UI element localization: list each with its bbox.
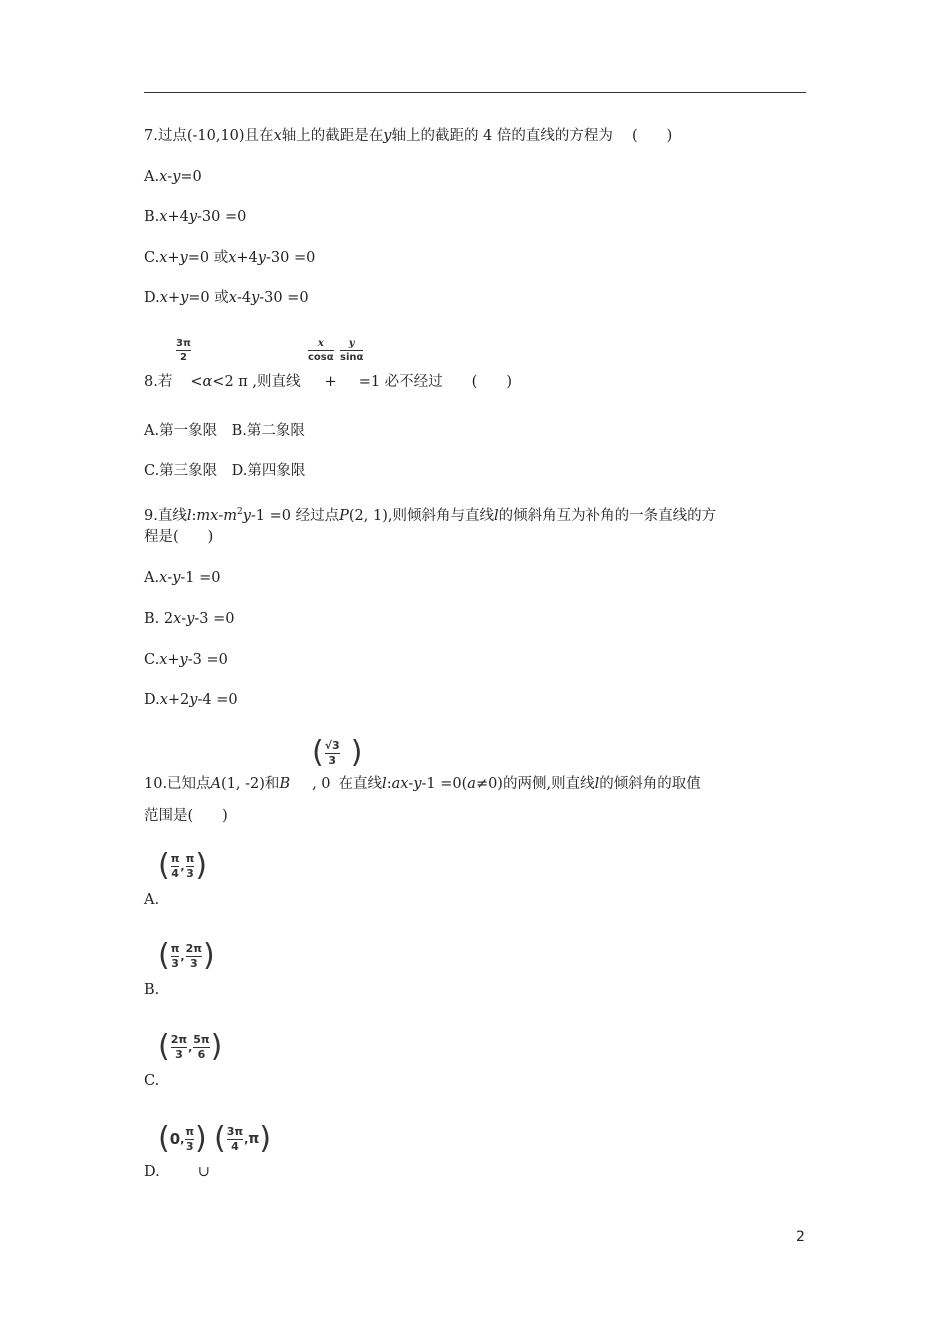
- q7-option-c: [144, 248, 315, 268]
- fraction-denominator: 4: [171, 866, 179, 880]
- math-var: y: [251, 290, 260, 306]
- math-var: mx: [196, 507, 219, 524]
- q8-stem: [144, 372, 512, 392]
- fraction-numerator: 3π: [176, 338, 191, 349]
- math-var: y: [186, 611, 195, 627]
- q7-option-b: [144, 207, 246, 227]
- fraction-denominator: 6: [197, 1047, 206, 1061]
- fraction-numerator: y: [348, 338, 355, 349]
- fraction-numerator: √3: [324, 738, 340, 752]
- option-label: A.: [144, 169, 160, 185]
- math-var: l: [186, 507, 192, 524]
- math-op: +: [167, 250, 180, 266]
- fraction-numerator: π: [185, 1124, 195, 1138]
- math-op: +4: [167, 209, 189, 225]
- math-var: m: [223, 507, 237, 524]
- fraction-numerator: π: [170, 851, 180, 865]
- option-label: B. 2: [144, 611, 174, 627]
- q10-option-a-label: A.: [144, 892, 160, 908]
- q10-option-b-interval: ( π 3 , 2π 3 ): [158, 938, 215, 973]
- math-op: +2: [167, 692, 190, 708]
- fraction-numerator: 2π: [185, 941, 202, 955]
- math-rest: -3 =0: [194, 611, 235, 627]
- q7-stem-text: 轴上的截距是在: [281, 128, 384, 144]
- q9-stem-text: 的倾斜角互为补角的一条直线的方: [498, 507, 717, 524]
- math-var: y: [172, 169, 181, 185]
- q8-stem-text: =1 必不经过 ( ): [358, 374, 512, 390]
- math-var: a: [467, 776, 476, 792]
- option-label: D.: [144, 692, 160, 708]
- paren-right: ): [259, 1121, 272, 1156]
- math-op: +: [324, 374, 337, 390]
- math-op: +: [167, 652, 180, 668]
- math-var: P: [339, 507, 349, 524]
- header-rule: [144, 92, 806, 93]
- paren-left: (: [158, 848, 170, 883]
- q7-option-a: [144, 167, 202, 187]
- q7-var-y: y: [383, 128, 392, 144]
- math-rest: -30 =0: [259, 290, 309, 306]
- math-var: B: [279, 776, 291, 792]
- q10-option-c-label: C.: [144, 1073, 160, 1089]
- fraction: [185, 1126, 194, 1153]
- math-var: y: [413, 776, 422, 792]
- math-var: x: [159, 250, 168, 266]
- q9-option-c: [144, 650, 228, 670]
- q10-stem-text: (1, -2)和: [221, 776, 280, 792]
- paren-right: ): [195, 848, 208, 883]
- math-var: y: [172, 570, 181, 586]
- q9-option-b: [144, 609, 235, 629]
- fraction-denominator: 3: [171, 956, 179, 970]
- q10-option-d-interval-2: ( 3π 4 , π ): [214, 1121, 272, 1156]
- q10-option-a-interval: ( π 4 , π 3 ): [158, 848, 208, 883]
- math-op: -: [181, 611, 187, 627]
- fraction-denominator: cosα: [308, 352, 334, 363]
- math-op: :: [386, 776, 392, 792]
- q9-stem-text: -1 =0 经过点: [250, 507, 340, 524]
- q9-stem-text: (2, 1),则倾斜角与直线: [348, 507, 494, 524]
- option-label: C.: [144, 652, 160, 668]
- math-rest: -3 =0: [187, 652, 228, 668]
- paren-left: (: [214, 1121, 226, 1156]
- math-op: :: [191, 507, 197, 524]
- math-rest: -30 =0: [197, 209, 247, 225]
- option-label: C.: [144, 250, 160, 266]
- q10-stem-text: 在直线: [338, 776, 383, 792]
- math-rest: =0: [180, 169, 202, 185]
- math-rest: -30 =0: [265, 250, 316, 266]
- math-var: x: [228, 290, 237, 306]
- fraction-numerator: π: [170, 941, 180, 955]
- q9-stem-text: 9.直线: [144, 507, 187, 524]
- fraction-denominator: 3: [186, 866, 194, 880]
- math-var: α: [202, 374, 213, 390]
- math-op: -4: [236, 290, 252, 306]
- fraction-numerator: 3π: [226, 1124, 244, 1138]
- fraction-denominator: 3: [189, 956, 198, 970]
- math-var: y: [179, 250, 188, 266]
- math-var: y: [180, 290, 189, 306]
- math-op: -: [408, 776, 414, 792]
- math-op: +: [167, 290, 181, 306]
- math-op: -: [167, 169, 173, 185]
- option-label: D.: [144, 1164, 160, 1180]
- paren-left: (: [312, 735, 324, 770]
- math-var: l: [493, 507, 499, 524]
- q10-stem-line-2: 范围是( ): [144, 808, 228, 824]
- math-rest: -1 =0(: [421, 776, 468, 792]
- q10-option-d-label: [144, 1162, 210, 1182]
- interval-endpoint: 0: [169, 1130, 181, 1148]
- fraction-denominator: 4: [231, 1139, 239, 1153]
- math-rest: -1 =0: [180, 570, 221, 586]
- q8-stem-text: 8.若: [144, 374, 173, 390]
- math-var: y: [179, 652, 188, 668]
- q9-option-d: [144, 690, 238, 710]
- fraction: [171, 943, 180, 970]
- q8-options-row-1: A.第一象限 B.第二象限: [144, 423, 305, 439]
- paren-left: (: [158, 1121, 170, 1156]
- math-op: +4: [236, 250, 258, 266]
- option-label: B.: [144, 209, 160, 225]
- math-var: A: [210, 776, 222, 792]
- q7-stem-text: 7.过点(-10,10)且在: [144, 128, 274, 144]
- q10-option-b-label: B.: [144, 982, 160, 998]
- q7-stem-text: 轴上的截距的 4 倍的直线的方程为 ( ): [391, 128, 673, 144]
- fraction-numerator: x: [317, 338, 324, 349]
- fraction: [186, 943, 202, 970]
- math-var: x: [173, 611, 182, 627]
- fraction-denominator: 3: [328, 753, 337, 767]
- q10-option-c-interval: ( 2π 3 , 5π 6 ): [158, 1029, 223, 1064]
- fraction-numerator: π: [185, 851, 195, 865]
- paren-left: (: [158, 938, 170, 973]
- math-var: x: [159, 209, 168, 225]
- math-rest: , 0: [312, 776, 331, 792]
- math-rest: -4 =0: [197, 692, 238, 708]
- math-op: <: [190, 374, 203, 390]
- math-var: x: [159, 652, 168, 668]
- fraction: [227, 1126, 243, 1153]
- math-var: y: [242, 507, 251, 524]
- interval-endpoint: π: [248, 1131, 260, 1147]
- q10-fraction-sqrt3-over-3: [325, 740, 340, 767]
- math-var: l: [594, 776, 600, 792]
- union-symbol: ∪: [197, 1164, 210, 1180]
- paren-right: ): [195, 1121, 207, 1156]
- q7-option-d: [144, 288, 309, 308]
- option-label: D.: [144, 290, 160, 306]
- fraction-bar: [176, 350, 191, 351]
- q8-stem-text: <2 π ,则直线: [212, 374, 301, 390]
- fraction-denominator: 2: [179, 352, 187, 363]
- fraction: [193, 1034, 209, 1061]
- math-var: y: [188, 209, 198, 225]
- q9-stem-line-2: 程是( ): [144, 529, 214, 545]
- fraction-denominator: 3: [185, 1139, 194, 1153]
- q9-option-a: [144, 568, 221, 588]
- paren-left: (: [158, 1029, 170, 1064]
- math-var: x: [228, 250, 237, 266]
- fraction-numerator: 5π: [193, 1032, 210, 1046]
- q7-stem: [144, 126, 672, 146]
- math-rest: =0 或: [188, 290, 229, 306]
- q8-options-row-2: C.第三象限 D.第四象限: [144, 463, 306, 479]
- math-var: y: [257, 250, 266, 266]
- option-label: A.: [144, 570, 160, 586]
- math-op: -: [218, 507, 224, 524]
- page-number: 2: [796, 1229, 805, 1245]
- q8-fraction-y: [340, 338, 363, 363]
- math-var: x: [159, 169, 168, 185]
- q10-option-d-interval-1: ( 0 , π 3 ): [158, 1121, 207, 1156]
- q10-stem-text: ≠0)的两侧,则直线: [475, 776, 595, 792]
- paren-right: ): [202, 938, 215, 973]
- paren-right: ): [350, 735, 363, 770]
- q7-var-x: x: [273, 128, 282, 144]
- fraction-denominator: sinα: [340, 352, 364, 363]
- math-exponent: 2: [236, 507, 243, 517]
- q8-fraction-alpha-bound: [176, 338, 191, 363]
- paren-right: ): [210, 1029, 223, 1064]
- math-var: l: [382, 776, 387, 792]
- q9-stem-line-1: [144, 502, 716, 526]
- math-op: -: [167, 570, 173, 586]
- q8-fraction-x: [308, 338, 334, 363]
- math-var: y: [189, 692, 198, 708]
- fraction-bar: [308, 350, 334, 351]
- math-var: x: [159, 570, 168, 586]
- q10-point-b-coordinate: [312, 735, 363, 770]
- math-var: ax: [391, 776, 409, 792]
- q10-stem-text: 10.已知点: [144, 776, 211, 792]
- fraction-numerator: 2π: [170, 1032, 188, 1046]
- q10-stem-text: 的倾斜角的取值: [599, 776, 701, 792]
- fraction: [186, 853, 195, 880]
- math-var: x: [159, 290, 168, 306]
- fraction: [171, 1034, 187, 1061]
- fraction: [171, 853, 180, 880]
- math-var: x: [159, 692, 168, 708]
- q10-stem-line-1: [144, 774, 701, 794]
- fraction-denominator: 3: [175, 1047, 183, 1061]
- math-rest: =0 或: [187, 250, 229, 266]
- fraction-bar: [340, 350, 363, 351]
